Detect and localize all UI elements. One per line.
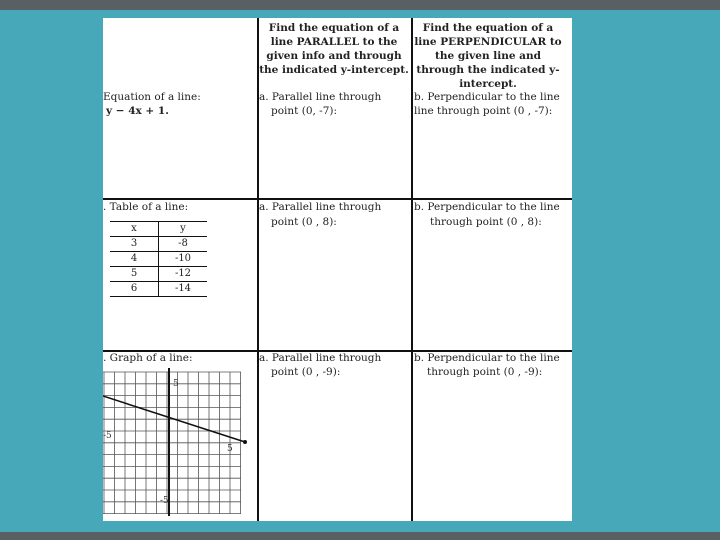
- cell: -8: [159, 237, 208, 252]
- column-divider: [411, 18, 413, 521]
- bottom-bar: [0, 532, 720, 540]
- coordinate-graph: [103, 368, 253, 518]
- given-label: . Graph of a line:: [103, 352, 193, 364]
- prompt-a: a. Parallel line through: [259, 201, 382, 213]
- row-divider: [103, 198, 572, 200]
- prompt-b: b. Perpendicular to the line: [414, 201, 560, 213]
- header-x: x: [110, 222, 159, 237]
- worksheet-page: [103, 18, 572, 521]
- prompt-b-point: through point (0 , 8):: [430, 216, 542, 228]
- parallel-header: Find the equation of a line PARALLEL to the given info and through the indicated y-intercept.: [259, 22, 409, 76]
- cell: -12: [159, 267, 208, 282]
- prompt-a-point: point (0 , -9):: [271, 366, 341, 378]
- label-x-right: 5: [227, 444, 233, 454]
- given-equation: y − 4x + 1.: [106, 105, 169, 117]
- table-row: [110, 267, 207, 282]
- prompt-b: b. Perpendicular to the line: [414, 91, 560, 103]
- header-y: y: [159, 222, 208, 237]
- cell: 6: [110, 282, 159, 297]
- prompt-b: b. Perpendicular to the line: [414, 352, 560, 364]
- table-header-row: [110, 222, 207, 237]
- prompt-a: a. Parallel line through: [259, 352, 382, 364]
- prompt-a: a. Parallel line through: [259, 91, 382, 103]
- top-bar: [0, 0, 720, 10]
- table-row: [110, 237, 207, 252]
- prompt-b-point: line through point (0 , -7):: [414, 105, 553, 117]
- cell: -10: [159, 252, 208, 267]
- prompt-a-point: point (0, -7):: [271, 105, 338, 117]
- cell: -14: [159, 282, 208, 297]
- label-x-left: -5: [103, 431, 112, 441]
- table-row: [110, 282, 207, 297]
- table-row: [110, 252, 207, 267]
- prompt-b-point: through point (0 , -9):: [427, 366, 543, 378]
- cell: 5: [110, 267, 159, 282]
- label-y-top: 5: [173, 379, 179, 389]
- given-label: . Table of a line:: [103, 201, 189, 213]
- cell: 4: [110, 252, 159, 267]
- label-y-bottom: -5: [160, 496, 169, 506]
- prompt-a-point: point (0 , 8):: [271, 216, 337, 228]
- perpendicular-header: Find the equation of a line PERPENDICULAR to the given line and through the indicated y-intercept.: [414, 22, 562, 90]
- cell: 3: [110, 237, 159, 252]
- xy-table: [110, 221, 207, 297]
- given-label: Equation of a line:: [103, 91, 201, 103]
